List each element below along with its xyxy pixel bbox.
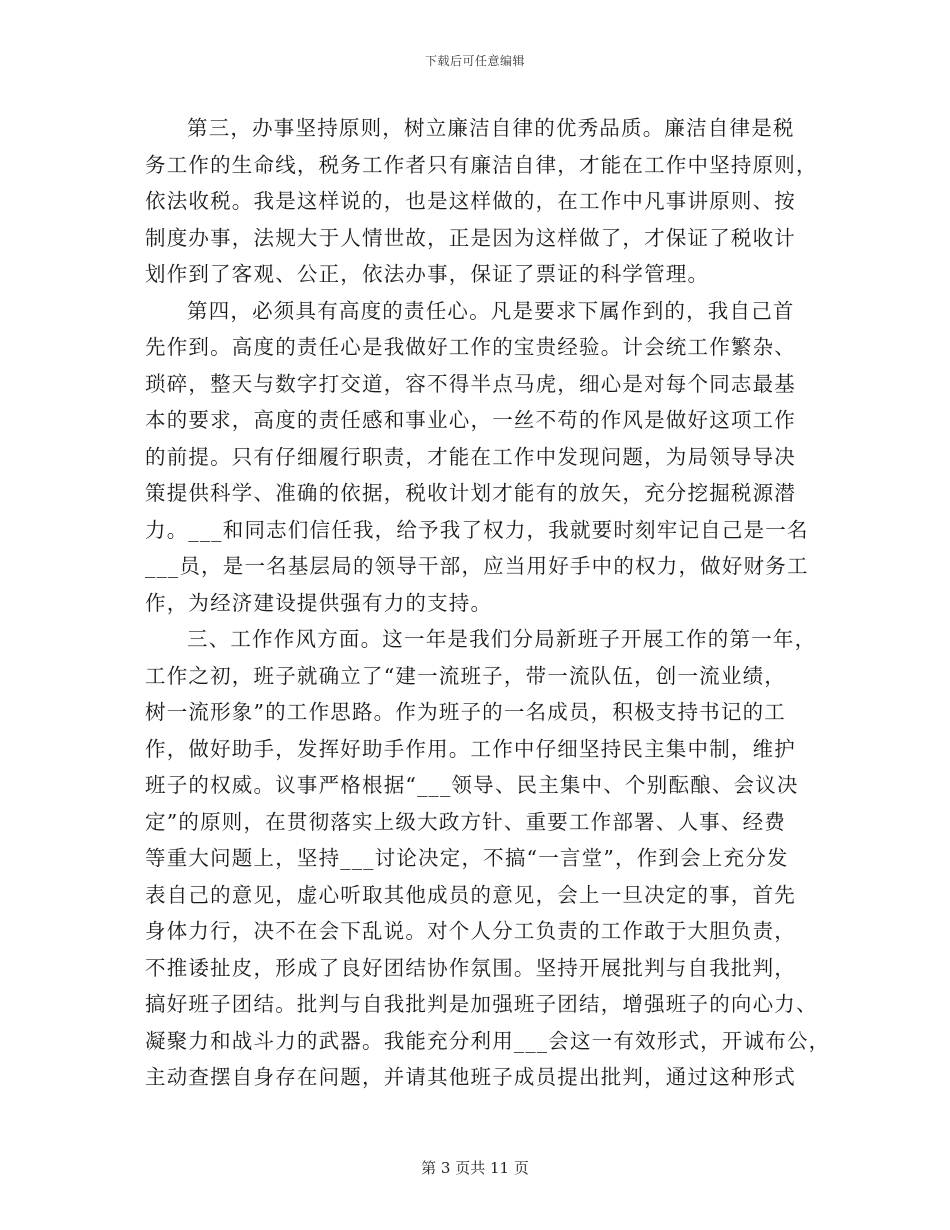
paragraph-line: 本的要求，高度的责任感和事业心，一丝不苟的作风是做好这项工作 xyxy=(145,408,796,432)
paragraph-line: 班子的权威。议事严格根据“___领导、民主集中、个别酝酿、会议决 xyxy=(145,773,799,797)
paragraph-line: 不推诿扯皮，形成了良好团结协作氛围。坚持开展批判与自我批判， xyxy=(145,955,796,980)
paragraph-line: 作，为经济建设提供强有力的支持。 xyxy=(145,590,493,615)
paragraph-line: 树一流形象”的工作思路。作为班子的一名成员，积极支持书记的工 xyxy=(145,700,786,724)
paragraph-line: 的前提。只有仔细履行职责，才能在工作中发现问题，为局领导导决 xyxy=(145,444,796,469)
paragraph-line: 工作之初，班子就确立了“建一流班子，带一流队伍，创一流业绩， xyxy=(145,663,786,688)
paragraph-line: 作，做好助手，发挥好助手作用。工作中仔细坚持民主集中制，维护 xyxy=(145,736,796,761)
paragraph-line: 表自己的意见，虚心听取其他成员的意见，会上一旦决定的事，首先 xyxy=(145,882,796,907)
paragraph-line: 力。___和同志们信任我，给予我了权力，我就要时刻牢记自己是一名 xyxy=(145,517,809,542)
paragraph-line: 凝聚力和战斗力的武器。我能充分利用___会这一有效形式，开诚布公， xyxy=(145,1028,831,1053)
paragraph-line: 划作到了客观、公正，依法办事，保证了票证的科学管理。 xyxy=(145,262,710,286)
paragraph-line: 务工作的生命线，税务工作者只有廉洁自律，才能在工作中坚持原则， xyxy=(145,152,818,177)
page-header-note: 下载后可任意编辑 xyxy=(424,54,525,68)
paragraph-line: 主动查摆自身存在问题，并请其他班子成员提出批判，通过这种形式 xyxy=(145,1065,796,1089)
paragraph-line: 三、工作作风方面。这一年是我们分局新班子开展工作的第一年， xyxy=(187,627,817,651)
paragraph-line: 搞好班子团结。批判与自我批判是加强班子团结，增强班子的向心力、 xyxy=(145,992,818,1016)
document-body xyxy=(145,110,831,1096)
paragraph-line: ___员，是一名基层局的领导干部，应当用好手中的权力，做好财务工 xyxy=(145,554,809,578)
paragraph-line: 依法收税。我是这样说的，也是这样做的，在工作中凡事讲原则、按 xyxy=(145,189,796,213)
paragraph-line: 第三，办事坚持原则，树立廉洁自律的优秀品质。廉洁自律是税 xyxy=(187,116,795,140)
paragraph-line: 琐碎，整天与数字打交道，容不得半点马虎，细心是对每个同志最基 xyxy=(145,371,796,396)
paragraph-line: 定”的原则，在贯彻落实上级大政方针、重要工作部署、人事、经费 xyxy=(145,809,786,834)
paragraph-line: 第四，必须具有高度的责任心。凡是要求下属作到的，我自己首 xyxy=(187,298,795,323)
paragraph-line: 策提供科学、准确的依据，税收计划才能有的放矢，充分挖掘税源潜 xyxy=(145,481,796,505)
paragraph-line: 身体力行，决不在会下乱说。对个人分工负责的工作敢于大胆负责， xyxy=(145,919,796,943)
paragraph-line: 制度办事，法规大于人情世故，正是因为这样做了，才保证了税收计 xyxy=(145,225,796,250)
paragraph-line: 先作到。高度的责任心是我做好工作的宝贵经验。计会统工作繁杂、 xyxy=(145,335,796,359)
paragraph-line: 等重大问题上，坚持___讨论决定，不搞“一言堂”，作到会上充分发 xyxy=(145,846,789,870)
page-number: 第 3 页共 11 页 xyxy=(421,1159,529,1177)
